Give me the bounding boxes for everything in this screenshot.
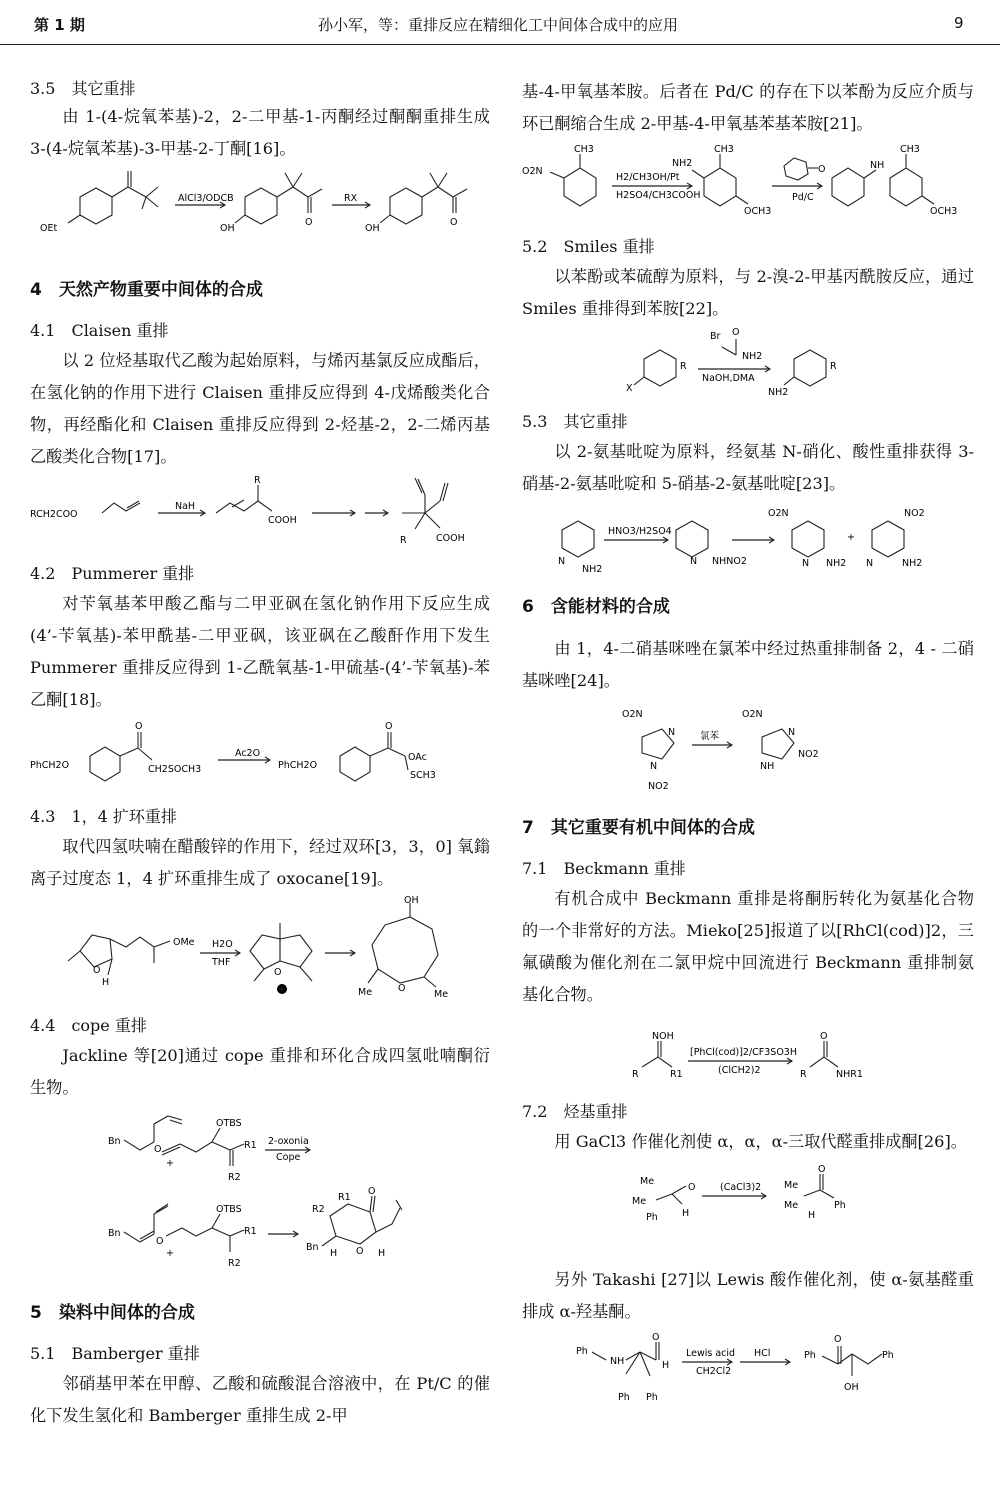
svg-text:NH2: NH2	[582, 564, 603, 575]
svg-text:NHNO2: NHNO2	[712, 556, 747, 567]
svg-text:Me: Me	[632, 1196, 647, 1207]
svg-text:Lewis acid: Lewis acid	[686, 1348, 736, 1359]
svg-text:R1: R1	[338, 1192, 351, 1203]
svg-text:R: R	[800, 1069, 807, 1080]
section-5-2-title: 5.2 Smiles 重排	[522, 237, 655, 256]
issue-number: 第 1 期	[34, 16, 85, 34]
svg-text:Cope: Cope	[276, 1152, 301, 1163]
section-7-2-text-2: 另外 Takashi [27]以 Lewis 酸作催化剂，使 α-氨基醛重排成 α-羟基酮。	[522, 1270, 974, 1321]
svg-text:R: R	[632, 1069, 639, 1080]
section-4-3-title: 4.3 1，4 扩环重排	[30, 807, 177, 826]
svg-text:R2: R2	[228, 1172, 241, 1183]
scheme-pyridine-nitration	[522, 500, 974, 578]
svg-text:N: N	[788, 727, 796, 738]
scheme-ketone-rearrangement	[30, 165, 490, 255]
scheme-ring-expansion	[30, 895, 490, 1013]
scheme-smiles	[522, 325, 974, 409]
section-7-heading: 7 其它重要有机中间体的合成	[522, 818, 755, 838]
section-4-4-text: Jackline 等[20]通过 cope 重排和环化合成四氢吡喃酮衍生物。	[30, 1046, 490, 1097]
svg-text:NaOH,DMA: NaOH,DMA	[702, 373, 755, 384]
svg-text:O: O	[732, 327, 740, 338]
svg-text:N: N	[668, 727, 676, 738]
svg-text:Ph: Ph	[882, 1350, 894, 1361]
svg-text:PhCH2O: PhCH2O	[30, 760, 70, 771]
svg-text:Ph: Ph	[646, 1392, 658, 1403]
svg-text:OMe: OMe	[173, 937, 195, 948]
scheme-amino-aldehyde	[522, 1328, 974, 1410]
section-7-2-title: 7.2 烃基重排	[522, 1102, 628, 1121]
section-7-1-title: 7.1 Beckmann 重排	[522, 859, 686, 878]
svg-text:O: O	[834, 1334, 842, 1345]
svg-text:Bn: Bn	[306, 1242, 319, 1253]
svg-text:OTBS: OTBS	[216, 1118, 242, 1129]
svg-text:NH2: NH2	[742, 351, 763, 362]
right-column	[522, 76, 974, 1410]
running-title: 孙小军，等：重排反应在精细化工中间体合成中的应用	[318, 16, 679, 34]
svg-text:R: R	[400, 535, 407, 546]
svg-text:Me: Me	[358, 987, 373, 998]
svg-text:OH: OH	[220, 223, 235, 234]
svg-text:Me: Me	[434, 989, 449, 1000]
svg-text:OEt: OEt	[40, 223, 58, 234]
svg-text:NH: NH	[760, 761, 775, 772]
svg-text:OH: OH	[365, 223, 380, 234]
section-5-1-title: 5.1 Bamberger 重排	[30, 1344, 200, 1363]
svg-text:COOH: COOH	[436, 533, 465, 544]
svg-text:NH: NH	[870, 160, 885, 171]
svg-text:O: O	[820, 1031, 828, 1042]
section-4-2-title: 4.2 Pummerer 重排	[30, 564, 195, 583]
svg-text:Bn: Bn	[108, 1228, 121, 1239]
svg-text:R: R	[680, 361, 687, 372]
svg-text:R1: R1	[244, 1140, 257, 1151]
svg-text:NOH: NOH	[652, 1031, 674, 1042]
svg-text:H: H	[330, 1248, 338, 1259]
svg-text:NaH: NaH	[175, 501, 196, 512]
svg-text:N: N	[690, 556, 698, 567]
section-3-5-title: 3.5 其它重排	[30, 79, 136, 98]
svg-text:H: H	[378, 1248, 386, 1259]
svg-text:SCH3: SCH3	[410, 770, 436, 781]
section-6-heading: 6 含能材料的合成	[522, 597, 670, 617]
section-4-1-text: 以 2 位烃基取代乙酸为起始原料，与烯丙基氯反应成酯后，在氢化钠的作用下进行 Claisen 重排反应得到 4-戊烯酸类化合物，再经酯化和 Claisen 重排反应得到 2-烃基-2，2-二烯丙基乙酸类化合物[17]。	[30, 351, 490, 466]
svg-text:Ph: Ph	[618, 1392, 630, 1403]
svg-text:NO2: NO2	[648, 781, 669, 792]
svg-text:H: H	[808, 1210, 816, 1221]
svg-text:[PhCl(cod)]2/CF3SO3H: [PhCl(cod)]2/CF3SO3H	[690, 1047, 797, 1058]
svg-text:O: O	[385, 721, 393, 732]
svg-text:R: R	[254, 475, 261, 486]
svg-text:O: O	[688, 1182, 696, 1193]
svg-text:X: X	[626, 383, 633, 394]
section-5-1-text: 邻硝基甲苯在甲醇、乙酸和硫酸混合溶液中，在 Pt/C 的催化下发生氢化和 Bamberger 重排生成 2-甲	[30, 1374, 490, 1425]
svg-text:OH: OH	[404, 895, 419, 906]
svg-text:O: O	[274, 967, 282, 978]
svg-text:RX: RX	[344, 193, 358, 204]
svg-text:H: H	[682, 1208, 690, 1219]
svg-text:+: +	[166, 1248, 174, 1259]
svg-text:RCH2COO: RCH2COO	[30, 509, 78, 520]
svg-text:NH2: NH2	[768, 387, 789, 398]
section-7-1-text: 有机合成中 Beckmann 重排是将酮肟转化为氨基化合物的一个非常好的方法。Mieko[25]报道了以[RhCl(cod)]2，三氟磺酸为催化剂在二氯甲烷中回流进行 Beckmann 重排制氨基化合物。	[522, 889, 974, 1004]
svg-text:PhCH2O: PhCH2O	[278, 760, 318, 771]
scheme-claisen	[30, 473, 490, 555]
scheme-cope	[30, 1104, 490, 1284]
section-5-2-text: 以苯酚或苯硫醇为原料，与 2-溴-2-甲基丙酰胺反应，通过 Smiles 重排得到苯胺[22]。	[522, 267, 974, 318]
section-7-2-text: 用 GaCl3 作催化剂使 α，α，α-三取代醛重排成酮[26]。	[554, 1132, 967, 1151]
section-4-2-text: 对苄氧基苯甲酸乙酯与二甲亚砜在氢化钠作用下反应生成(4’-苄氧基)-苯甲酰基-二甲亚砜，该亚砜在乙酸酐作用下发生 Pummerer 重排反应得到 1-乙酰氧基-1-甲硫基-(4’-苄氧基)-苯乙酮[18]。	[30, 594, 490, 709]
svg-text:HNO3/H2SO4: HNO3/H2SO4	[608, 526, 672, 537]
svg-text:O: O	[818, 1164, 826, 1175]
section-6-text: 由 1，4-二硝基咪唑在氯苯中经过热重排制备 2，4 - 二硝基咪唑[24]。	[522, 639, 974, 690]
svg-text:Ph: Ph	[576, 1346, 588, 1357]
svg-text:R1: R1	[244, 1226, 257, 1237]
svg-text:H: H	[662, 1360, 670, 1371]
section-4-3-text: 取代四氢呋喃在醋酸锌的作用下，经过双环[3，3，0] 氧鎓离子过度态 1，4 扩环重排生成了 oxocane[19]。	[30, 837, 490, 888]
svg-text:NH2: NH2	[902, 558, 923, 569]
svg-text:O2N: O2N	[768, 508, 789, 519]
svg-text:OTBS: OTBS	[216, 1204, 242, 1215]
svg-text:N: N	[802, 558, 810, 569]
svg-text:OH: OH	[844, 1382, 859, 1393]
svg-text:CH3: CH3	[714, 144, 734, 155]
svg-text:O: O	[135, 721, 143, 732]
svg-text:NH: NH	[610, 1356, 625, 1367]
svg-text:R1: R1	[670, 1069, 683, 1080]
svg-text:Ac2O: Ac2O	[235, 748, 261, 759]
section-5-heading: 5 染料中间体的合成	[30, 1303, 195, 1323]
left-column	[30, 76, 490, 1432]
svg-text:Pd/C: Pd/C	[792, 192, 814, 203]
svg-text:O2N: O2N	[742, 709, 763, 720]
svg-text:R2: R2	[312, 1204, 325, 1215]
svg-text:Me: Me	[784, 1180, 799, 1191]
svg-text:Ph: Ph	[804, 1350, 816, 1361]
svg-text:O: O	[818, 164, 826, 175]
svg-text:O: O	[156, 1236, 164, 1247]
section-5-3-text: 以 2-氨基吡啶为原料，经氨基 N-硝化、酸性重排获得 3-硝基-2-氨基吡啶和 5-硝基-2-氨基吡啶[23]。	[522, 442, 974, 493]
svg-text:N: N	[866, 558, 874, 569]
section-5-3-title: 5.3 其它重排	[522, 412, 628, 431]
svg-text:H: H	[102, 977, 110, 988]
svg-text:H2O: H2O	[212, 939, 233, 950]
svg-text:Bn: Bn	[108, 1136, 121, 1147]
svg-text:HCl: HCl	[754, 1348, 771, 1359]
svg-text:(CaCl3)2: (CaCl3)2	[720, 1182, 762, 1193]
svg-text:OCH3: OCH3	[930, 206, 958, 217]
svg-text:THF: THF	[212, 957, 231, 968]
svg-text:O: O	[368, 1186, 376, 1197]
svg-text:NH2: NH2	[826, 558, 847, 569]
svg-text:CH2Cl2: CH2Cl2	[696, 1366, 732, 1377]
svg-text:O2N: O2N	[622, 709, 643, 720]
svg-text:R2: R2	[228, 1258, 241, 1269]
page-header	[0, 0, 1000, 45]
svg-text:(ClCH2)2: (ClCH2)2	[718, 1065, 761, 1076]
svg-text:Br: Br	[710, 331, 721, 342]
svg-text:O2N: O2N	[522, 166, 543, 177]
svg-text:Me: Me	[640, 1176, 655, 1187]
svg-text:O: O	[450, 217, 458, 228]
scheme-imidazole	[522, 697, 974, 797]
svg-text:CH3: CH3	[900, 144, 920, 155]
svg-text:O: O	[305, 217, 313, 228]
svg-text:Me: Me	[784, 1200, 799, 1211]
section-4-1-title: 4.1 Claisen 重排	[30, 321, 169, 340]
svg-text:+: +	[847, 532, 855, 543]
svg-text:氯苯: 氯苯	[700, 731, 720, 742]
svg-text:NH2: NH2	[672, 158, 693, 169]
svg-text:Ph: Ph	[646, 1212, 658, 1223]
svg-text:OCH3: OCH3	[744, 206, 772, 217]
svg-text:NO2: NO2	[798, 749, 819, 760]
svg-text:AlCl3/ODCB: AlCl3/ODCB	[178, 193, 234, 204]
svg-text:Ph: Ph	[834, 1200, 846, 1211]
svg-text:OAc: OAc	[408, 752, 427, 763]
bamberger-continued-text: 基-4-甲氧基苯胺。后者在 Pd/C 的存在下以苯酚为反应介质与环已酮缩合生成 2-甲基-4-甲氧基苯基苯胺[21]。	[522, 82, 974, 133]
svg-text:H2SO4/CH3COOH: H2SO4/CH3COOH	[616, 190, 701, 201]
scheme-pummerer	[30, 716, 490, 800]
svg-text:2-oxonia: 2-oxonia	[268, 1136, 309, 1147]
svg-text:N: N	[650, 761, 658, 772]
svg-text:NHR1: NHR1	[836, 1069, 863, 1080]
svg-text:O: O	[398, 983, 406, 994]
svg-text:O: O	[356, 1246, 364, 1257]
svg-text:+: +	[166, 1158, 174, 1169]
svg-text:CH2SOCH3: CH2SOCH3	[148, 764, 202, 775]
svg-text:O: O	[154, 1144, 162, 1155]
scheme-aldehyde-rearrangement	[522, 1158, 974, 1238]
svg-text:H2/CH3OH/Pt: H2/CH3OH/Pt	[616, 172, 680, 183]
page-number: 9	[954, 14, 964, 32]
svg-text:O: O	[652, 1332, 660, 1343]
svg-text:COOH: COOH	[268, 515, 297, 526]
scheme-beckmann	[522, 1011, 974, 1095]
section-4-heading: 4 天然产物重要中间体的合成	[30, 280, 263, 300]
section-3-5-text: 由 1-(4-烷氧苯基)-2，2-二甲基-1-丙酮经过酮酮重排生成 3-(4-烷氧苯基)-3-甲基-2-丁酮[16]。	[30, 107, 490, 158]
section-4-4-title: 4.4 cope 重排	[30, 1016, 147, 1035]
svg-text:N: N	[558, 556, 566, 567]
svg-text:R: R	[830, 361, 837, 372]
svg-text:NO2: NO2	[904, 508, 925, 519]
svg-text:O: O	[93, 965, 101, 976]
scheme-bamberger	[522, 140, 974, 232]
svg-text:CH3: CH3	[574, 144, 594, 155]
